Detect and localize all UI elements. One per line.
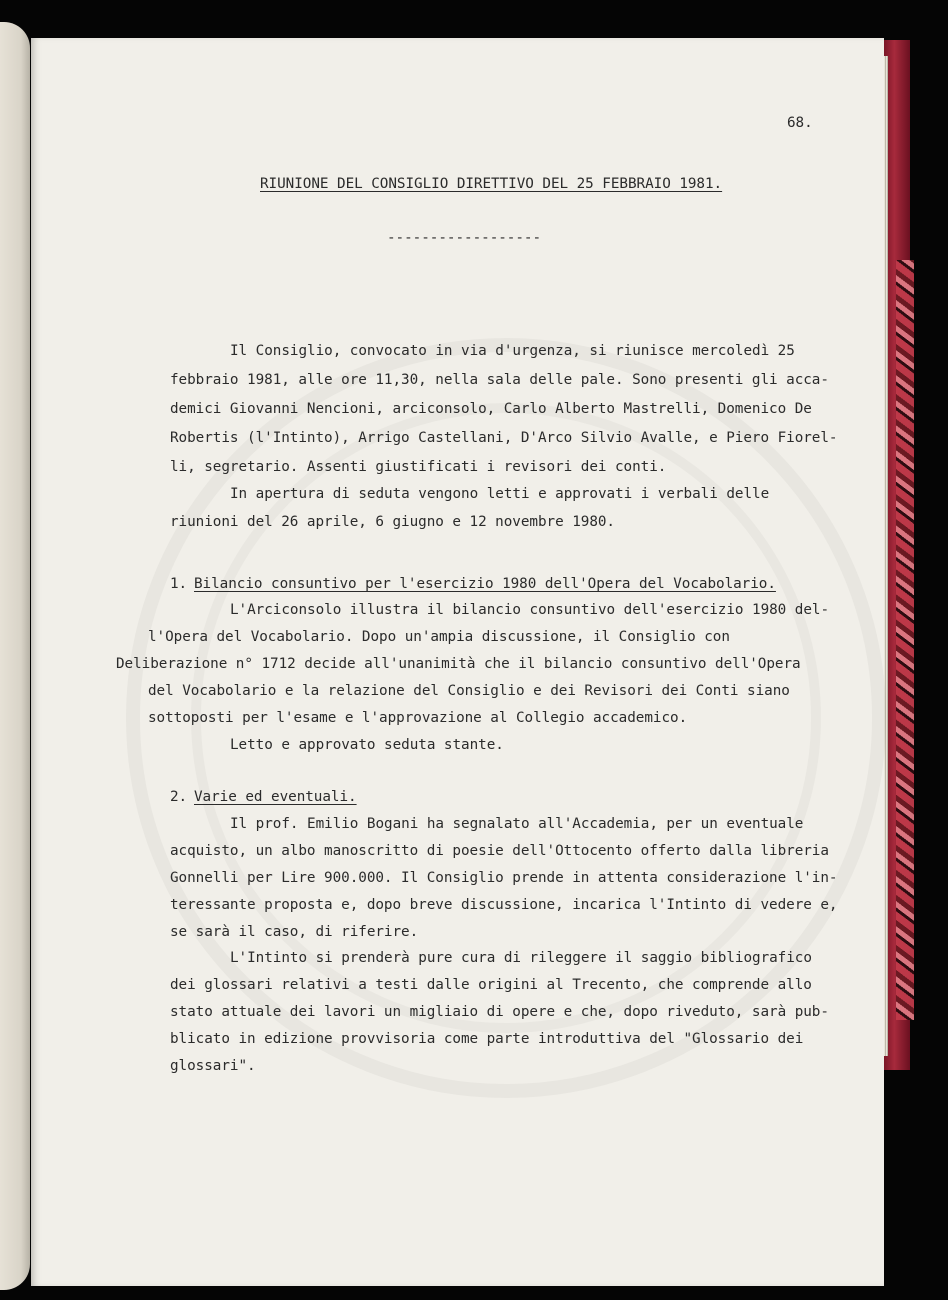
section1-line: del Vocabolario e la relazione del Consiglio e dei Revisori dei Conti siano xyxy=(148,683,790,699)
section2-line: glossari". xyxy=(170,1058,256,1074)
previous-page-edge xyxy=(0,22,30,1290)
intro-line: Il Consiglio, convocato in via d'urgenza, si riunisce mercoledì 25 xyxy=(230,343,795,359)
section1-heading: Bilancio consuntivo per l'esercizio 1980 dell'Opera del Vocabolario. xyxy=(194,576,776,592)
section2-line: se sarà il caso, di riferire. xyxy=(170,924,419,940)
section1-line: Letto e approvato seduta stante. xyxy=(230,737,504,753)
section2-line: acquisto, un albo manoscritto di poesie dell'Ottocento offerto dalla libreria xyxy=(170,843,829,859)
minutes-line: riunioni del 26 aprile, 6 giugno e 12 novembre 1980. xyxy=(170,514,615,530)
section2-line: Gonnelli per Lire 900.000. Il Consiglio prende in attenta considerazione l'in- xyxy=(170,870,838,886)
section2-line: blicato in edizione provvisoria come parte introduttiva del "Glossario dei xyxy=(170,1031,804,1047)
section1-line: L'Arciconsolo illustra il bilancio consuntivo dell'esercizio 1980 del- xyxy=(230,602,830,618)
section2-line: Il prof. Emilio Bogani ha segnalato all'Accademia, per un eventuale xyxy=(230,816,804,832)
page-number: 68. xyxy=(787,115,813,131)
section2-heading: Varie ed eventuali. xyxy=(194,789,357,805)
title-separator: ------------------ xyxy=(387,230,542,246)
section1-number: 1. xyxy=(170,576,188,592)
document-page xyxy=(31,38,884,1286)
section2-line: L'Intinto si prenderà pure cura di rileggere il saggio bibliografico xyxy=(230,950,812,966)
section2-number: 2. xyxy=(170,789,188,805)
section1-line: l'Opera del Vocabolario. Dopo un'ampia discussione, il Consiglio con xyxy=(148,629,730,645)
section2-line: dei glossari relativi a testi dalle origini al Trecento, che comprende allo xyxy=(170,977,812,993)
page-title: RIUNIONE DEL CONSIGLIO DIRETTIVO DEL 25 FEBBRAIO 1981. xyxy=(260,176,723,192)
section2-line: stato attuale dei lavori un migliaio di opere e che, dopo riveduto, sarà pub- xyxy=(170,1004,829,1020)
marbled-endpaper xyxy=(896,260,914,1020)
intro-line: febbraio 1981, alle ore 11,30, nella sala delle pale. Sono presenti gli acca- xyxy=(170,372,829,388)
section1-line: sottoposti per l'esame e l'approvazione al Collegio accademico. xyxy=(148,710,688,726)
intro-line: Robertis (l'Intinto), Arrigo Castellani, D'Arco Silvio Avalle, e Piero Fiorel- xyxy=(170,430,838,446)
section1-line: Deliberazione n° 1712 decide all'unanimità che il bilancio consuntivo dell'Opera xyxy=(116,656,801,672)
minutes-line: In apertura di seduta vengono letti e approvati i verbali delle xyxy=(230,486,770,502)
section2-line: teressante proposta e, dopo breve discussione, incarica l'Intinto di vedere e, xyxy=(170,897,838,913)
intro-line: demici Giovanni Nencioni, arciconsolo, Carlo Alberto Mastrelli, Domenico De xyxy=(170,401,812,417)
intro-line: li, segretario. Assenti giustificati i revisori dei conti. xyxy=(170,459,667,475)
